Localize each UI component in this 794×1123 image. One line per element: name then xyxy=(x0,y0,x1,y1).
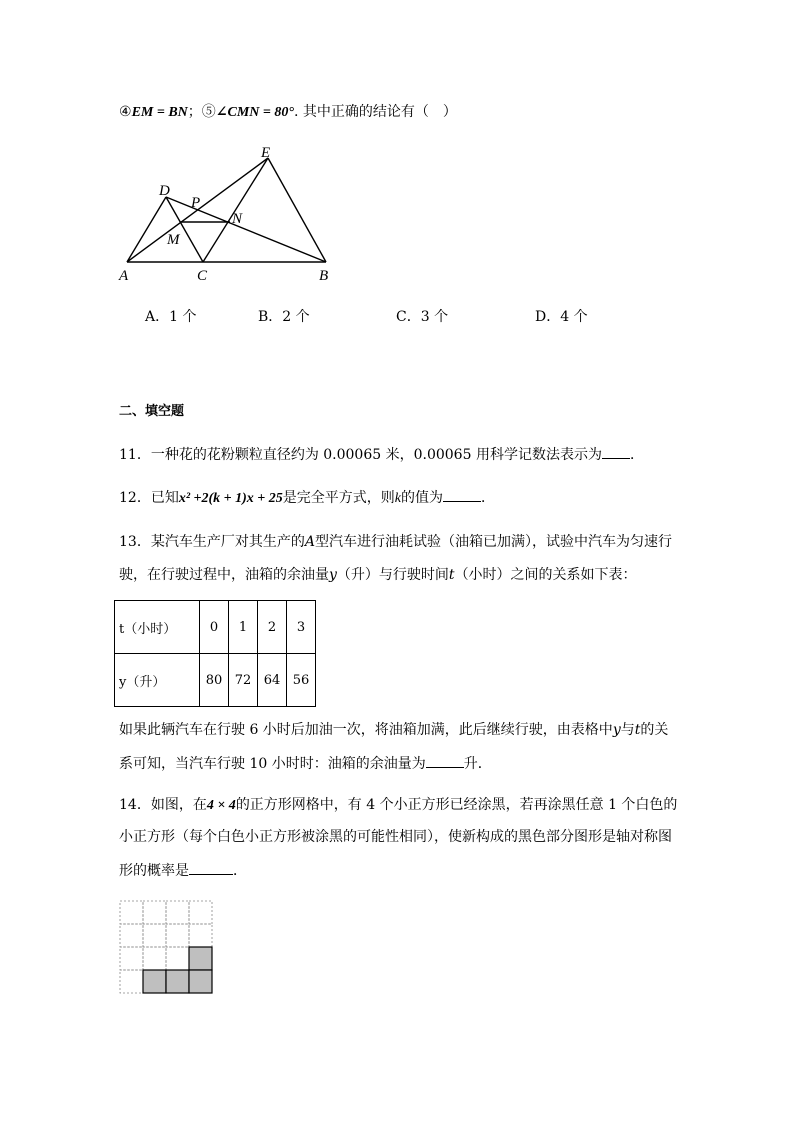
shaded-cell xyxy=(143,970,166,993)
q14-answer-blank[interactable] xyxy=(189,860,233,875)
q13-line2-mid: （升）与行驶时间 xyxy=(336,567,449,583)
q13-line-2 xyxy=(119,566,637,584)
shaded-cell xyxy=(189,947,212,970)
fig-label-B: B xyxy=(319,268,329,284)
q12-answer-blank[interactable] xyxy=(443,487,481,502)
table-header-y: y（升） xyxy=(115,654,200,707)
table-cell: 56 xyxy=(287,654,316,707)
q13-line-1 xyxy=(119,533,672,551)
q13-after1-tail: 的关 xyxy=(640,722,669,738)
table-header-t: t（小时） xyxy=(115,601,200,654)
q10-option-a[interactable]: A．1 个 xyxy=(145,309,197,325)
q14-line3-end: ． xyxy=(233,863,247,879)
q13-after2-end: 升． xyxy=(463,756,492,772)
table-cell: 2 xyxy=(258,601,287,654)
q13-after1-var2: t xyxy=(634,722,641,738)
q14-line1-math: 4 × 4 xyxy=(206,798,236,813)
q13-line2-tail: （小时）之间的关系如下表： xyxy=(454,567,637,583)
table-cell: 0 xyxy=(200,601,229,654)
q13-after1-var1: y xyxy=(612,722,621,738)
q13-after-line-1 xyxy=(119,721,668,739)
q14-square-grid xyxy=(118,899,218,997)
q13-line2-text: 驶，在行驶过程中，油箱的余油量 xyxy=(119,567,329,583)
table-cell: 72 xyxy=(229,654,258,707)
q14-line1-lead: 14．如图，在 xyxy=(119,797,207,813)
q10-stmt-tail: . 其中正确的结论有（ ） xyxy=(293,104,457,120)
section-title: 二、填空题 xyxy=(119,404,185,419)
grid-cell xyxy=(166,901,189,924)
q14-line-1 xyxy=(119,796,677,815)
grid-cell xyxy=(120,970,143,993)
q14-line-2: 小正方形（每个白色小正方形被涂黑的可能性相同），使新构成的黑色部分图形是轴对称图 xyxy=(119,829,672,845)
q10-option-b[interactable]: B．2 个 xyxy=(258,309,310,325)
fig-label-C: C xyxy=(197,268,208,284)
q13-data-table xyxy=(114,600,316,707)
fig-label-N: N xyxy=(232,211,243,227)
fig-label-A: A xyxy=(119,268,129,284)
q10-statement xyxy=(119,103,457,122)
q13-after2-text: 系可知，当汽车行驶 10 小时时：油箱的余油量为 xyxy=(119,756,426,772)
q10-stmt-sep: ；⑤ xyxy=(187,104,216,120)
q11-end: ． xyxy=(629,447,644,463)
grid-cell xyxy=(166,947,189,970)
q11-text: 11．一种花的花粉颗粒直径约为 0.00065 米，0.00065 用科学记数法表示为 xyxy=(119,447,602,463)
table-row xyxy=(115,654,316,707)
shaded-cell xyxy=(189,970,212,993)
q14-line-3 xyxy=(119,860,247,880)
grid-cell xyxy=(143,901,166,924)
q10-stmt-lead: ④ xyxy=(119,104,132,120)
fig-label-P: P xyxy=(191,195,201,211)
q10-option-c[interactable]: C．3 个 xyxy=(396,309,449,325)
q10-stmt-math2: ∠CMN = 80° xyxy=(215,105,294,120)
fig-label-E: E xyxy=(261,145,271,161)
grid-cell xyxy=(189,924,212,947)
q12-var: k xyxy=(394,491,402,506)
grid-cell xyxy=(120,947,143,970)
grid-cell xyxy=(120,924,143,947)
grid-cell xyxy=(143,924,166,947)
q13-line1-var: A xyxy=(304,534,315,550)
table-row xyxy=(115,601,316,654)
table-cell: 3 xyxy=(287,601,316,654)
shaded-cell xyxy=(166,970,189,993)
q10-stmt-math1: EM = BN xyxy=(131,105,188,120)
q14-line1-tail: 的正方形网格中，有 4 个小正方形已经涂黑，若再涂黑任意 1 个白色的 xyxy=(235,797,678,813)
q13-after1-mid: 与 xyxy=(620,722,635,738)
q12-end: ． xyxy=(481,490,496,506)
q12-tail: 的值为 xyxy=(401,490,444,506)
q10-option-d[interactable]: D．4 个 xyxy=(535,309,588,325)
grid-cell xyxy=(189,901,212,924)
q11 xyxy=(119,444,644,464)
q11-answer-blank[interactable] xyxy=(602,444,630,459)
q13-answer-blank[interactable] xyxy=(426,753,464,768)
q12-lead: 12．已知 xyxy=(119,490,179,506)
q12-mid: 是完全平方式，则 xyxy=(282,490,395,506)
q12 xyxy=(119,487,495,508)
q13-after-line-2 xyxy=(119,753,492,773)
q13-after1-text: 如果此辆汽车在行驶 6 小时后加油一次，将油箱加满，此后继续行驶，由表格中 xyxy=(119,722,613,738)
fig-label-D: D xyxy=(159,183,170,199)
table-cell: 64 xyxy=(258,654,287,707)
q13-line1-tail: 型汽车进行油耗试验（油箱已加满），试验中汽车为匀速行 xyxy=(314,534,672,550)
q13-line2-var2: t xyxy=(448,567,455,583)
q13-line1-text: 13．某汽车生产厂对其生产的 xyxy=(119,534,305,550)
table-cell: 80 xyxy=(200,654,229,707)
q10-options xyxy=(0,306,794,326)
q10-geometry-figure xyxy=(110,136,350,286)
q13-line2-var1: y xyxy=(329,567,337,583)
fig-label-M: M xyxy=(167,232,180,248)
q12-math: x² +2(k + 1)x + 25 xyxy=(178,491,283,506)
grid-cell xyxy=(166,924,189,947)
q14-line3-text: 形的概率是 xyxy=(119,863,189,879)
grid-cell xyxy=(120,901,143,924)
table-cell: 1 xyxy=(229,601,258,654)
grid-cell xyxy=(143,947,166,970)
